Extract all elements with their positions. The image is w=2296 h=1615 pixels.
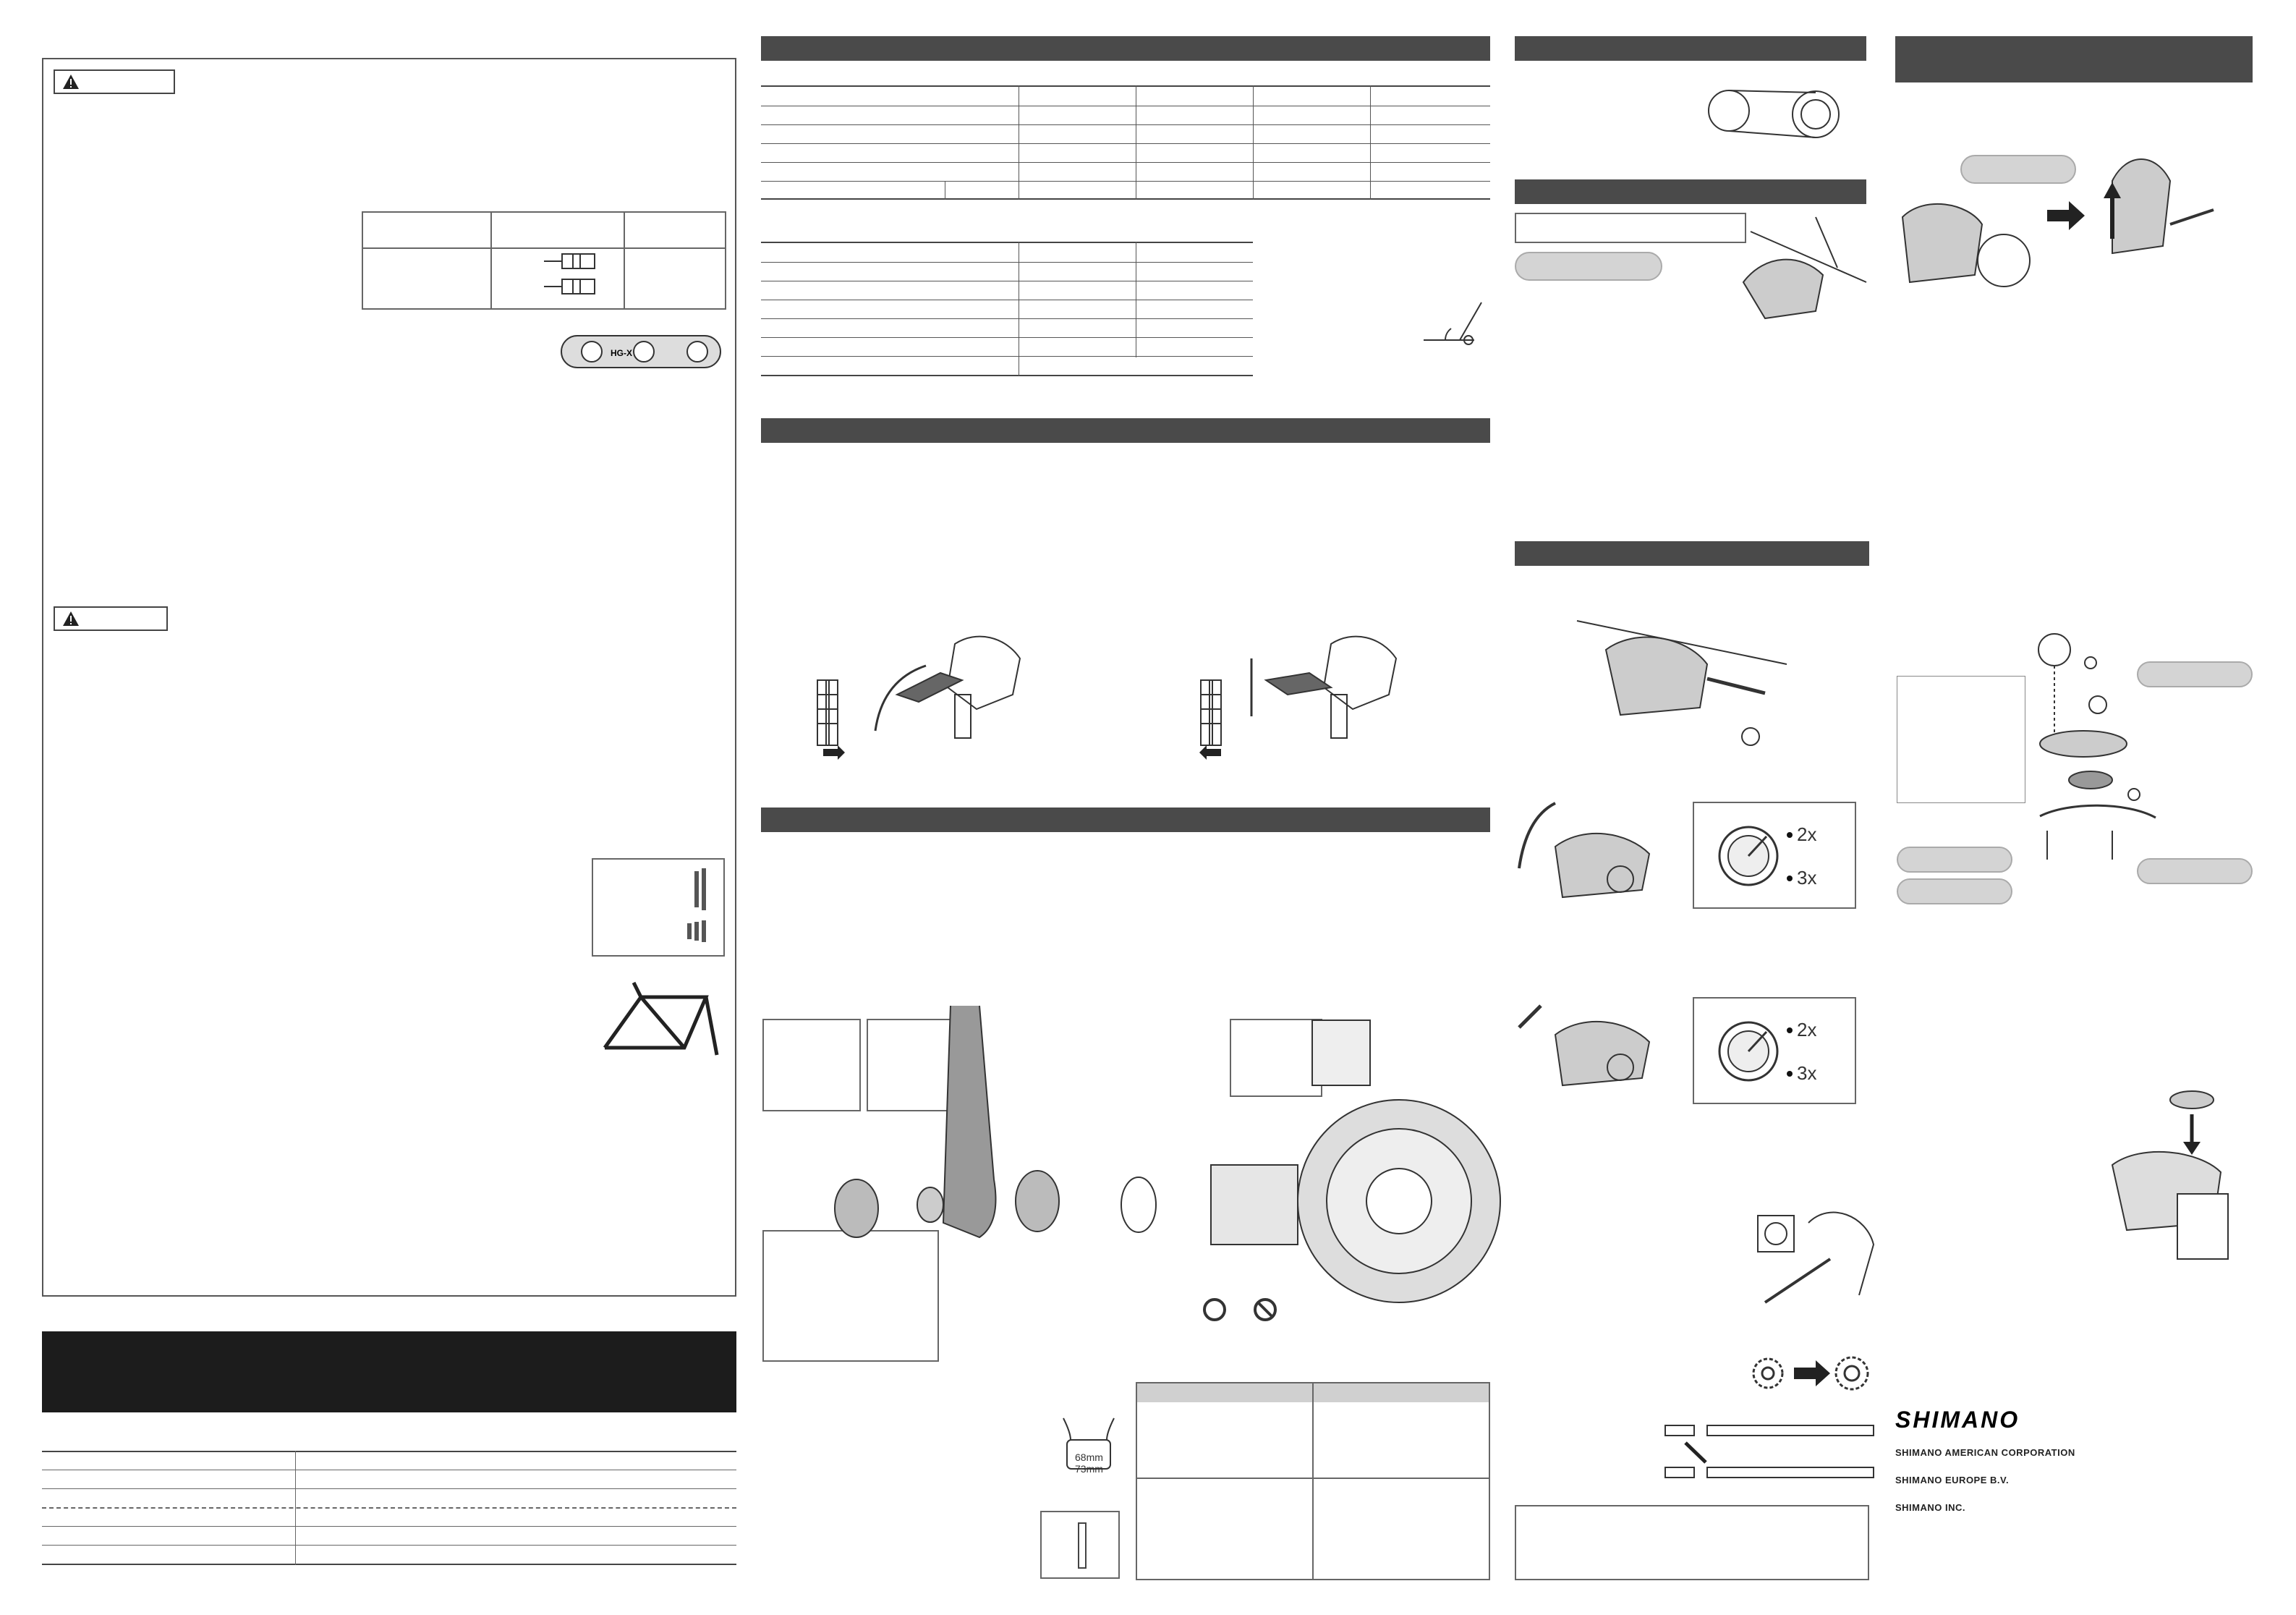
shift-indicator-inset-1	[1693, 802, 1856, 909]
arrow-right-icon	[1794, 1360, 1830, 1386]
note-box-2	[1515, 1505, 1869, 1580]
indicator-dial-icon	[1709, 816, 1788, 896]
gear-change-illustration	[1751, 1352, 1874, 1395]
indicator-3x-label: 3x	[1797, 1062, 1817, 1084]
shifter-indicator-illustration-1	[1512, 789, 1685, 919]
section-header-bar-3	[761, 808, 1490, 832]
note-pill-4	[1897, 847, 2012, 873]
indicator-2x-label: 2x	[1797, 1019, 1817, 1040]
arrow-right-icon	[2047, 201, 2085, 230]
cable-angle-illustration	[1424, 302, 1489, 353]
shifter-removal-illustration	[1895, 137, 2228, 311]
shift-lever-downshift-illustration	[1186, 630, 1432, 760]
shifter-fixing-bolt-illustration	[1736, 210, 1874, 333]
bicycle-frame-illustration	[598, 968, 720, 1062]
chain-pin-diagram	[540, 250, 627, 308]
shifter-exploded-assembly	[2025, 628, 2185, 867]
adjust-bolt-illustration	[1751, 1201, 1881, 1310]
shimano-logo: SHIMANO	[1895, 1407, 2020, 1433]
spec-table-1	[761, 85, 1490, 213]
inner-cable-illustration	[1664, 1423, 1881, 1488]
note-pill-1	[1515, 252, 1662, 281]
parts-list-box	[1897, 676, 2025, 803]
indicator-dot-lower	[1787, 1071, 1793, 1077]
spec-table-2	[761, 242, 1253, 394]
address-japan: SHIMANO INC.	[1895, 1502, 1965, 1513]
shift-indicator-inset-2	[1693, 997, 1856, 1104]
section-header-bar-6	[1515, 541, 1869, 566]
chain-marking-text: HG-X	[611, 348, 632, 358]
language-header-block	[42, 1331, 736, 1412]
section-header-bar-1	[761, 36, 1490, 61]
indicator-2x-label: 2x	[1797, 823, 1817, 845]
cover-install-illustration	[2098, 1085, 2242, 1266]
section-header-bar-5	[1515, 179, 1866, 204]
indicator-dial-icon	[1709, 1012, 1788, 1091]
note-box-1	[1515, 213, 1746, 243]
bb-width-73: 73mm	[1075, 1463, 1103, 1475]
chain-spec-table	[362, 211, 726, 310]
shift-lever-upshift-illustration	[810, 630, 1056, 760]
warning-label-1	[54, 69, 175, 94]
section-header-bar-7	[1895, 36, 2253, 82]
bb-width-68: 68mm	[1075, 1451, 1103, 1463]
section-header-bar-4	[1515, 36, 1866, 61]
warning-label-2	[54, 606, 168, 631]
sprocket-wear-box	[592, 858, 725, 957]
indicator-dot-upper	[1787, 832, 1793, 838]
address-americas: SHIMANO AMERICAN CORPORATION	[1895, 1447, 2075, 1458]
warning-triangle-icon	[62, 611, 80, 627]
bb-install-table	[1136, 1382, 1490, 1580]
cable-install-illustration	[1577, 606, 1794, 751]
sprocket-diagram	[673, 865, 716, 952]
section-header-bar-2	[761, 418, 1490, 443]
shifter-indicator-illustration-2	[1512, 991, 1685, 1122]
indicator-dot-lower	[1787, 876, 1793, 881]
warning-triangle-icon	[62, 74, 80, 90]
crank-arm-marking-illustration	[1707, 85, 1845, 151]
indicator-3x-label: 3x	[1797, 867, 1817, 889]
indicator-dot-upper	[1787, 1027, 1793, 1033]
contents-table	[42, 1451, 736, 1581]
crankset-exploded-view	[762, 1006, 1486, 1368]
note-pill-5	[1897, 878, 2012, 904]
spacer-box	[1040, 1511, 1120, 1579]
address-europe: SHIMANO EUROPE B.V.	[1895, 1475, 2010, 1485]
chain-link-illustration	[560, 330, 726, 373]
